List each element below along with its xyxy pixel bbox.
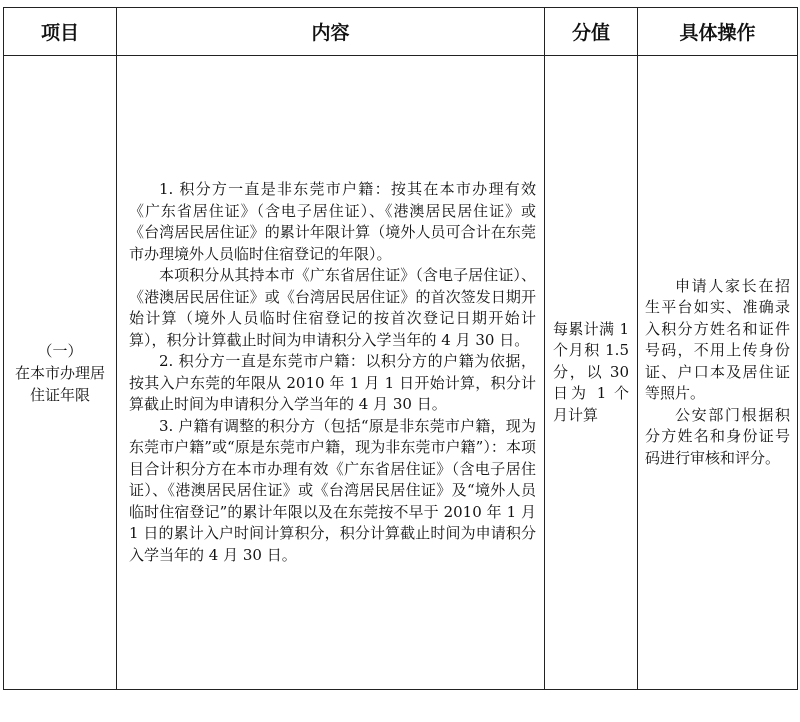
content-paragraph-2: 本项积分从其持本市《广东省居住证》（含电子居住证）、《港澳居民居住证》或《台湾居民居住证》的首次签发日期开始计算（境外人员临时住宿登记的按首次登记日期开始计算），积分计算截止时间为申请积分入学当年的 4 月 30 日。 xyxy=(129,266,536,349)
points-table xyxy=(3,7,798,690)
content-paragraph-4: 3. 户籍有调整的积分方（包括“原是非东莞市户籍，现为东莞市户籍”或“原是东莞市户籍，现为非东莞市户籍”）：本项目合计积分方在本市办理有效《广东省居住证》（含电子居住证）、《港澳居民居住证》或《台湾居民居住证》及“境外人员临时住宿登记”的累计年限以及在东莞按不早于 2010 年 1 月 1 日的累计入户时间计算积分，积分计算截止时间为申请积分入学当年的 4 月 30 日。 xyxy=(129,416,536,564)
operation-paragraph-1: 申请人家长在招生平台如实、准确录入积分方姓名和证件号码，不用上传身份证、户口本及居住证等照片。 xyxy=(645,276,790,403)
item-title: 在本市办理居住证年限 xyxy=(14,363,105,404)
score-text: 每累计满 1 个月积 1.5 分，以 30 日为 1 个月计算 xyxy=(553,319,629,424)
content-cell xyxy=(117,56,545,690)
content-paragraph-3: 2. 积分方一直是东莞市户籍：以积分方的户籍为依据，按其入户东莞的年限从 2010 年 1 月 1 日开始计算，积分计算截止时间为申请积分入学当年的 4 月 30 日。 xyxy=(129,352,536,413)
operation-cell xyxy=(638,56,798,690)
score-cell xyxy=(545,56,638,690)
header-row xyxy=(4,8,798,56)
item-cell xyxy=(4,56,117,690)
header-operation: 具体操作 xyxy=(638,8,798,56)
header-score: 分值 xyxy=(545,8,638,56)
header-item: 项目 xyxy=(4,8,117,56)
operation-paragraph-2: 公安部门根据积分方姓名和身份证号码进行审核和评分。 xyxy=(645,405,790,467)
item-number: （一） xyxy=(37,341,83,360)
header-content: 内容 xyxy=(117,8,545,56)
table-row xyxy=(4,56,798,690)
content-paragraph-1: 1. 积分方一直是非东莞市户籍：按其在本市办理有效《广东省居住证》（含电子居住证）、《港澳居民居住证》或《台湾居民居住证》的累计年限计算（境外人员可合计在东莞市办理境外人员临时住宿登记的年限）。 xyxy=(129,180,536,263)
